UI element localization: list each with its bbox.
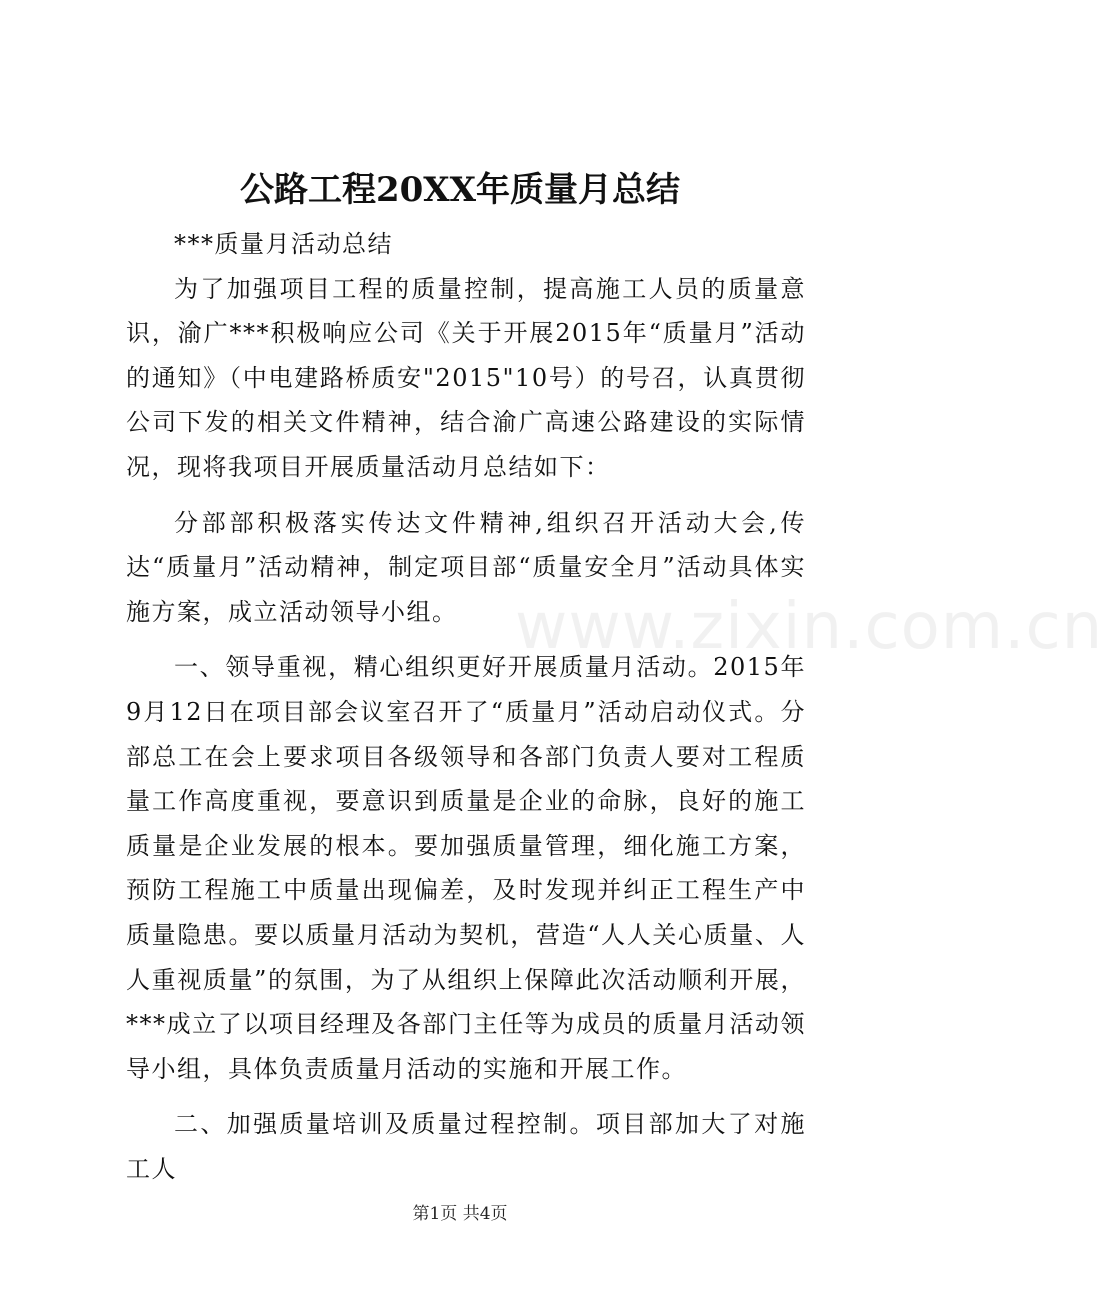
paragraph-section-2: 二、加强质量培训及质量过程控制。项目部加大了对施工人	[126, 1110, 806, 1183]
paragraph-intro: 为了加强项目工程的质量控制，提高施工人员的质量意识，渝广***积极响应公司《关于开展2015年“质量月”活动的通知》（中电建路桥质安"2015"10号）的号召，认真贯彻公司下发的相关文件精神，结合渝广高速公路建设的实际情况，现将我项目开展质量活动月总结如下：	[126, 274, 806, 481]
page-footer: 第1页 共4页	[412, 1204, 508, 1224]
paragraph-subtitle: ***质量月活动总结	[174, 230, 393, 258]
document-title: 公路工程20XX年质量月总结	[239, 170, 681, 210]
paragraph-branch: 分部部积极落实传达文件精神,组织召开活动大会,传达“质量月”活动精神，制定项目部“质量安全月”活动具体实施方案，成立活动领导小组。	[126, 508, 806, 626]
document-body	[126, 222, 806, 1191]
watermark: www.zixin.com.cn	[515, 590, 1103, 664]
paragraph-section-1: 一、领导重视，精心组织更好开展质量月活动。2015年9月12日在项目部会议室召开了“质量月”活动启动仪式。分部总工在会上要求项目各级领导和各部门负责人要对工程质量工作高度重视，要意识到质量是企业的命脉，良好的施工质量是企业发展的根本。要加强质量管理，细化施工方案，预防工程施工中质量出现偏差，及时发现并纠正工程生产中质量隐患。要以质量月活动为契机，营造“人人关心质量、人人重视质量”的氛围，为了从组织上保障此次活动顺利开展，***成立了以项目经理及各部门主任等为成员的质量月活动领导小组，具体负责质量月活动的实施和开展工作。	[126, 653, 806, 1083]
